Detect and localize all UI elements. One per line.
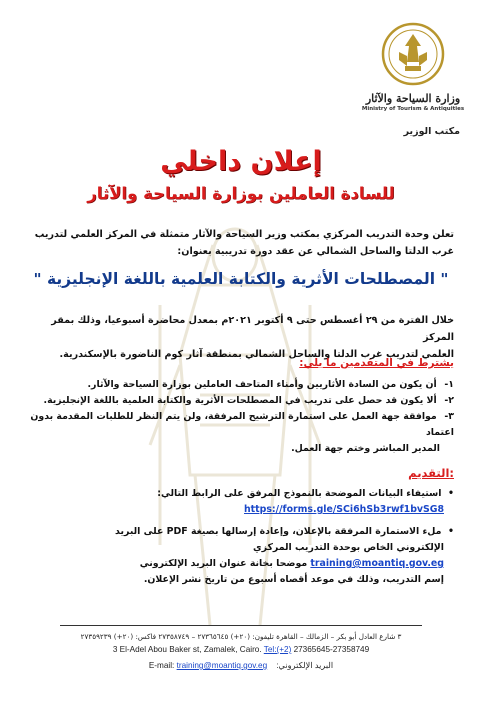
apply-section: [20, 486, 454, 588]
condition-text: موافقة جهة العمل على استمارة الترشيح المرفقة، ولن يتم النظر للطلبات المقدمة بدون اعتماد: [30, 411, 454, 438]
apply-item-text: موضحا بخانة عنوان البريد الإلكتروني: [139, 558, 308, 569]
ministry-logo: [358, 22, 468, 112]
apply-heading: التقديم:: [408, 466, 454, 480]
apply-item-line: إسم التدريب، وذلك في موعد أقصاه أسبوع من تاريخ نشر الإعلان.: [143, 574, 444, 585]
footer-address-ar: ٣ شارع العادل أبو بكر – الزمالك – القاهرة تليفون: (٢٠+) ٢٧٣٦٥٦٤٥ – ٢٧٣٥٨٧٤٩ فاكس: (٢٠+) ٢٧٣٥٩٢٣٩: [80, 632, 402, 641]
intro-paragraph: [20, 226, 454, 260]
announcement-title: إعلان داخلي: [160, 146, 322, 177]
form-link-row: [20, 502, 454, 518]
condition-text: ألا يكون قد حصل على تدريب في المصطلحات الأثرية والكتابة العلمية باللغة الإنجليزية.: [43, 395, 437, 406]
footer-address-en: [0, 645, 482, 654]
ministry-seal-icon: [381, 22, 445, 86]
condition-number: ٢-: [444, 395, 454, 406]
condition-number: ٣-: [444, 411, 454, 422]
form-link[interactable]: https://forms.gle/SCi6hSb3rwf1bvSG8: [244, 504, 444, 515]
bullet-icon: •: [448, 526, 454, 537]
training-email-link[interactable]: training@moantiq.gov.eg: [310, 558, 444, 569]
footer-email-row: [0, 660, 482, 670]
apply-item: [20, 486, 454, 502]
footer-divider: [60, 625, 422, 626]
condition-number: ١-: [444, 379, 454, 390]
footer-tel-label: Tel:(+2): [263, 645, 292, 654]
apply-item-text: ملء الاستمارة المرفقة بالإعلان، وإعادة إرسالها بصيغة PDF على البريد: [115, 526, 442, 537]
apply-item-line: الإلكتروني الخاص بوحدة التدريب المركزي: [253, 542, 444, 553]
period-line: خلال الفترة من ٢٩ أغسطس حتى ٩ أكتوبر ٢٠٢١م بمعدل محاضرة أسبوعيا، وذلك بمقر المركز: [51, 315, 454, 343]
intro-line: غرب الدلتا والساحل الشمالي عن عقد دورة تدريبية بعنوان:: [177, 246, 454, 257]
office-label: مكتب الوزير: [403, 126, 460, 137]
footer-email-label-ar: البريد الإلكتروني:: [276, 661, 334, 670]
ministry-name-en: Ministry of Tourism & Antiquities: [361, 106, 465, 112]
period-paragraph: [20, 312, 454, 363]
apply-item-line: [20, 556, 454, 572]
footer-email-label-en: E-mail:: [148, 661, 175, 670]
ministry-name-ar: وزارة السياحة والآثار: [365, 92, 461, 105]
bullet-icon: •: [448, 488, 454, 499]
conditions-section: [20, 357, 454, 457]
footer-email-link[interactable]: training@moantiq.gov.eg: [176, 661, 268, 670]
announcement-subtitle: للسادة العاملين بوزارة السياحة والآثار: [87, 184, 395, 203]
footer-address-prefix: 3 El-Adel Abou Baker st, Zamalek, Cairo.: [112, 645, 262, 654]
apply-item-text: استيفاء البيانات الموضحة بالنموذج المرفق على الرابط التالي:: [157, 488, 442, 499]
condition-continuation: المدير المباشر وختم جهة العمل.: [291, 443, 440, 454]
intro-line: تعلن وحدة التدريب المركزي بمكتب وزير السياحة والآثار متمثلة في المركز العلمي لتدريب: [34, 229, 454, 240]
condition-item: [20, 409, 454, 441]
apply-item: [20, 524, 454, 540]
course-title: " المصطلحات الأثرية والكتابة العلمية باللغة الإنجليزية ": [33, 270, 449, 288]
condition-text: أن يكون من السادة الأثاريين وأمناء المتاحف العاملين بوزارة السياحة والآثار.: [87, 379, 437, 390]
period-line: العلمي لتدريب غرب الدلتا والساحل الشمالي بمنطقة آثار كوم الناضورة بالإسكندرية.: [59, 349, 454, 360]
footer-phone-numbers: 27365645-27358749: [293, 645, 370, 654]
condition-item: [20, 377, 454, 393]
condition-item: [20, 393, 454, 409]
conditions-heading: يشترط في المتقدمين ما يلي:: [299, 357, 454, 369]
